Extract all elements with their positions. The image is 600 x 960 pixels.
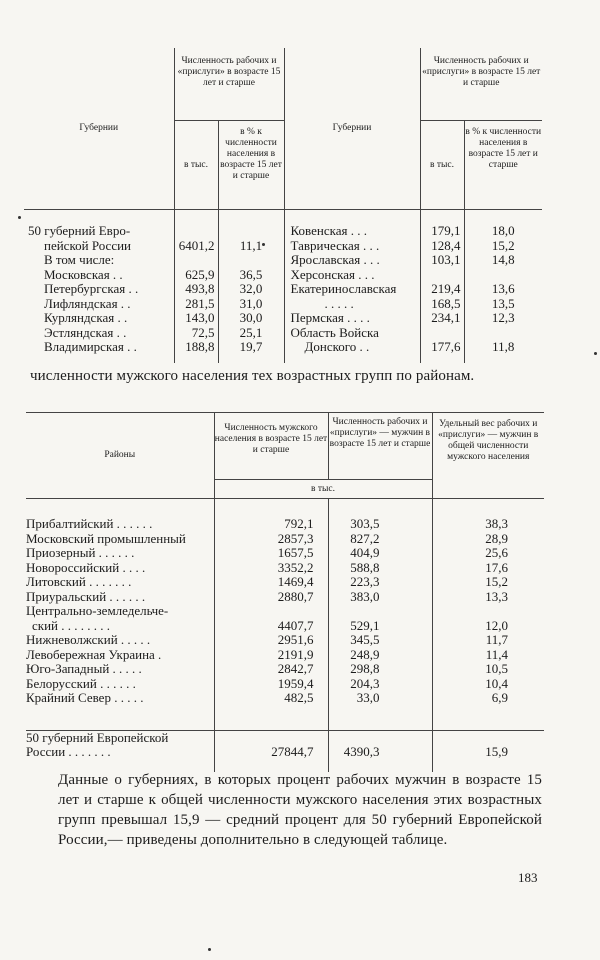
share-value: 38,3 — [432, 517, 544, 532]
table-row — [26, 633, 544, 648]
district-name: Новороссийский . . . . — [26, 559, 146, 575]
province-name: Донского . . — [284, 340, 420, 355]
province-percent: 15,2 — [464, 239, 542, 254]
province-name: Таврическая . . . — [284, 239, 420, 254]
male-value: 2951,6 — [214, 633, 328, 648]
table-row — [26, 648, 544, 663]
district-name: Приозерный . . . . . . — [26, 545, 135, 560]
province-percent: 30,0 — [218, 311, 284, 326]
male-value: 482,5 — [214, 691, 328, 706]
total-name: России . . . . . . . — [26, 744, 111, 759]
province-header: Губернии — [24, 48, 174, 210]
province-header-right: Губернии — [284, 48, 420, 210]
province-name: Лифляндская . . — [44, 295, 131, 311]
workers-value: 204,3 — [328, 677, 432, 692]
table-row — [26, 546, 544, 561]
share-value: 10,4 — [432, 677, 544, 692]
district-name: Юго-Западный . . . . . — [26, 661, 142, 676]
table-row — [24, 340, 542, 355]
province-name: Московская . . — [44, 266, 123, 282]
table-row — [24, 239, 542, 254]
province-thousands: 6401,2 — [174, 239, 218, 254]
table-row — [26, 561, 544, 576]
thousands-header-right: в тыс. — [420, 121, 464, 210]
male-value: 1959,4 — [214, 677, 328, 692]
table-row — [26, 590, 544, 605]
print-speck — [208, 948, 211, 951]
total-row — [26, 730, 544, 745]
share-value: 13,3 — [432, 590, 544, 605]
male-value: 1469,4 — [214, 575, 328, 590]
workers-value: 298,8 — [328, 662, 432, 677]
table-row — [26, 677, 544, 692]
share-value: 12,0 — [432, 619, 544, 634]
total-workers-value: 4390,3 — [328, 745, 432, 760]
share-value: 11,7 — [432, 633, 544, 648]
province-percent: 18,0 — [464, 224, 542, 239]
thousands-header: в тыс. — [174, 121, 218, 210]
table-row — [24, 311, 542, 326]
province-percent: 11,8 — [464, 340, 542, 355]
total-row — [26, 745, 544, 760]
male-pop-header: Численность мужского населения в возрасте 15 лет и старше — [214, 413, 328, 480]
male-value: 792,1 — [214, 517, 328, 532]
share-value: 15,2 — [432, 575, 544, 590]
table-row — [24, 253, 542, 268]
province-thousands: 281,5 — [174, 297, 218, 312]
workers-value: 223,3 — [328, 575, 432, 590]
total-name: 50 губерний Европейской — [26, 729, 169, 745]
district-name: Прибалтийский . . . . . . — [26, 516, 153, 531]
province-thousands: 168,5 — [420, 297, 464, 312]
paragraph-1: численности мужского населения тех возрастных групп по районам. — [30, 368, 475, 384]
share-value: 10,5 — [432, 662, 544, 677]
male-value: 4407,7 — [214, 619, 328, 634]
province-thousands: 177,6 — [420, 340, 464, 355]
table-row — [24, 326, 542, 341]
share-header: Удельный вес рабочих и «прислуги» — мужчин в общей численности мужского населения — [432, 413, 544, 499]
workers-value: 345,5 — [328, 633, 432, 648]
province-thousands: 219,4 — [420, 282, 464, 297]
province-name: Екатеринославская — [284, 282, 420, 297]
province-name: Курляндская . . — [44, 310, 128, 325]
province-name: Петербургская . . — [44, 281, 139, 296]
province-thousands: 625,9 — [174, 268, 218, 283]
province-percent: 32,0 — [218, 282, 284, 297]
workers-value: 827,2 — [328, 532, 432, 547]
province-name: Область Войска — [284, 326, 420, 341]
district-name: ский . . . . . . . . — [32, 617, 110, 633]
province-thousands: 188,8 — [174, 340, 218, 355]
province-thousands: 103,1 — [420, 253, 464, 268]
share-value: 6,9 — [432, 691, 544, 706]
print-speck — [594, 352, 597, 355]
male-value: 2857,3 — [214, 532, 328, 547]
province-percent — [464, 268, 542, 283]
total-male-value: 27844,7 — [214, 745, 328, 760]
table-row — [26, 604, 544, 619]
table-row — [26, 517, 544, 532]
province-percent: 12,3 — [464, 311, 542, 326]
table-row — [26, 691, 544, 706]
page-number: 183 — [518, 870, 538, 885]
district-name: Белорусский . . . . . . — [26, 675, 136, 691]
province-thousands: 234,1 — [420, 311, 464, 326]
province-thousands: 128,4 — [420, 239, 464, 254]
print-speck — [262, 243, 265, 246]
district-name: Приуральский . . . . . . — [26, 588, 146, 604]
province-name: Ковенская . . . — [284, 224, 420, 239]
province-name: . . . . . — [284, 297, 420, 312]
province-percent: 14,8 — [464, 253, 542, 268]
table-row — [26, 662, 544, 677]
district-header: Районы — [26, 413, 214, 499]
total-share-value: 15,9 — [432, 745, 544, 760]
table-row — [24, 297, 542, 312]
table-row — [24, 282, 542, 297]
province-name: Владимирская . . — [44, 339, 137, 354]
table-row — [24, 224, 542, 239]
male-value: 1657,5 — [214, 546, 328, 561]
share-value: 25,6 — [432, 546, 544, 561]
province-percent: 11,1 — [218, 239, 284, 254]
province-name: Ярославская . . . — [284, 253, 420, 268]
province-name: Пермская . . . . — [284, 311, 420, 326]
district-name: Нижневолжский . . . . . — [26, 632, 151, 647]
province-percent: 36,5 — [218, 268, 284, 283]
share-value: 17,6 — [432, 561, 544, 576]
province-name: Херсонская . . . — [284, 268, 420, 283]
province-thousands: 143,0 — [174, 311, 218, 326]
table-row — [26, 575, 544, 590]
district-name: Левобережная Украина . — [26, 646, 162, 662]
workers-header: Численность рабочих и «прислуги» — мужчин в возрасте 15 лет и старше — [328, 413, 432, 480]
province-name: 50 губерний Евро- — [28, 223, 131, 238]
province-thousands — [420, 268, 464, 283]
unit-header: в тыс. — [214, 480, 432, 499]
provinces-table — [24, 48, 542, 363]
male-value: 3352,2 — [214, 561, 328, 576]
paragraph-2: Данные о губерниях, в которых процент рабочих мужчин в возрасте 15 лет и старше к общей численности мужского населения этих возрастных групп превышал 15,9 — средний процент для 50 губерний Европейской России,— приведены дополнительно в следующей таблице. — [58, 772, 542, 848]
province-percent: 31,0 — [218, 297, 284, 312]
district-name: Центрально-земледельче- — [26, 603, 169, 618]
share-value: 28,9 — [432, 532, 544, 547]
district-name: Литовский . . . . . . . — [26, 574, 132, 589]
table-row — [24, 268, 542, 283]
male-value: 2880,7 — [214, 590, 328, 605]
workers-group-header-right: Численность рабочих и «прислуги» в возрасте 15 лет и старше — [420, 48, 542, 121]
male-value: 2842,7 — [214, 662, 328, 677]
province-thousands: 493,8 — [174, 282, 218, 297]
table-row — [26, 619, 544, 634]
districts-table — [26, 412, 544, 772]
province-name: В том числе: — [44, 252, 115, 267]
province-name: Эстляндская . . — [44, 324, 127, 340]
province-percent: 19,7 — [218, 340, 284, 355]
male-value: 2191,9 — [214, 648, 328, 663]
percent-header-right: в % к численности населения в возрасте 15 лет и старше — [464, 121, 542, 210]
workers-value: 529,1 — [328, 619, 432, 634]
province-thousands: 72,5 — [174, 326, 218, 341]
workers-value: 248,9 — [328, 648, 432, 663]
province-percent: 25,1 — [218, 326, 284, 341]
province-percent: 13,5 — [464, 297, 542, 312]
workers-value: 404,9 — [328, 546, 432, 561]
workers-group-header: Численность рабочих и «прислуги» в возрасте 15 лет и старше — [174, 48, 284, 121]
province-name: пейской России — [44, 237, 132, 253]
province-percent: 13,6 — [464, 282, 542, 297]
table-row — [26, 532, 544, 547]
workers-value: 303,5 — [328, 517, 432, 532]
print-speck — [18, 216, 21, 219]
province-thousands: 179,1 — [420, 224, 464, 239]
share-value: 11,4 — [432, 648, 544, 663]
workers-value: 33,0 — [328, 691, 432, 706]
workers-value: 588,8 — [328, 561, 432, 576]
percent-header: в % к численности населения в возрасте 15 лет и старше — [218, 121, 284, 210]
district-name: Крайний Север . . . . . — [26, 690, 144, 705]
workers-value: 383,0 — [328, 590, 432, 605]
district-name: Московский промышленный — [26, 530, 186, 546]
